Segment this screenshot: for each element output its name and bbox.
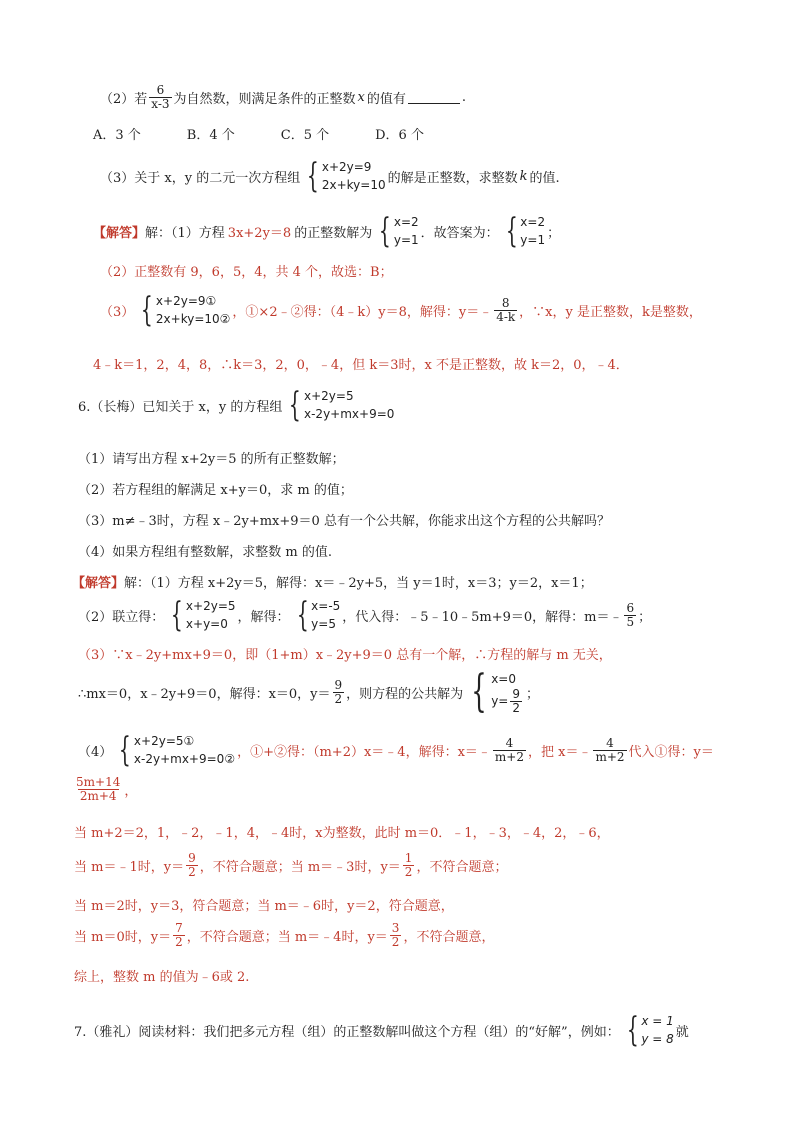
answer-6-case-3: 当 m＝0时，y＝ $\frac{7}{2}$ ，不符合题意；当 m＝﹣4时，y＝ $\frac{3}{2}$ ，不符合题意，: [74, 921, 495, 949]
question-7: 7.（雅礼）阅读材料：我们把多元方程（组）的正整数解叫做这个方程（组）的“好解”，例如： { x = 1 y = 8 就: [74, 1010, 689, 1050]
fraction: $\frac{8}{4-k}$: [496, 295, 516, 324]
solution-system: { x=0 y= $\frac{9}{2}$: [471, 666, 520, 718]
answer-6-case-2: 当 m＝2时，y＝3，符合题意；当 m＝﹣6时，y＝2，符合题意，: [74, 899, 454, 914]
answer-6-2: （2）联立得： { x+2y=5 x+y=0 ，解得： { x=-5 y=5 ，代入得：﹣5﹣10﹣5m+9＝0，解得：m＝﹣ $\frac{6}{5}$ ；: [78, 595, 652, 635]
answer-blank: [408, 91, 460, 104]
fraction: $\frac{6}{5}$: [626, 600, 635, 629]
answer-3-cont: 4﹣k＝1，2，4，8，∴k＝3，2，0，﹣4，但 k＝3时，x 不是正整数，故 k＝2，0，﹣4．: [93, 358, 629, 373]
answer-6-cases: 当 m+2＝2，1，﹣2，﹣1，4，﹣4时，x为整数，此时 m＝0．﹣1，﹣3，﹣4，2，﹣6，: [74, 826, 610, 841]
answer-3: （3） { x+2y=9① 2x+ky=10② ，①×2﹣②得：（4﹣k）y＝8，解得：y＝﹣ $\frac{8}{4-k}$ ，∵x，y 是正整数，k是整数，: [100, 290, 702, 330]
option-d: D．6 个: [375, 128, 424, 143]
question-3: （3）关于 x，y 的二元一次方程组 { x+2y=9 2x+ky=10 的解是正整数，求整数 k 的值.: [100, 156, 560, 196]
fraction: $\frac{6}{x-3}$: [151, 83, 170, 111]
question-6-item-1: （1）请写出方程 x+2y＝5 的所有正整数解；: [78, 452, 345, 467]
answer-tag: 【解答】: [93, 225, 146, 241]
answer-1: 【解答】 解：（1）方程 3x+2y＝8 的正整数解为 { x=2 y=1 ．故答案为： { x=2 y=1 ；: [93, 211, 561, 251]
example-system: { x = 1 y = 8: [626, 1010, 674, 1050]
answer-6-3-cont: ∴mx＝0，x﹣2y+9＝0，解得：x＝0，y＝ $\frac{9}{2}$ ，则方程的公共解为 { x=0 y= $\frac{9}{2}$ ；: [78, 666, 539, 718]
question-6-item-2: （2）若方程组的解满足 x+y＝0，求 m 的值；: [78, 483, 353, 498]
solution-system: { x=2 y=1: [379, 211, 419, 251]
question-6-item-3: （3）m≠﹣3时，方程 x﹣2y+mx+9＝0 总有一个公共解，你能求出这个方程的公共解吗？: [78, 514, 610, 529]
equation-system: { x+2y=5 x+y=0: [171, 595, 236, 635]
fraction: $\frac{4}{m+2}$: [595, 735, 625, 764]
equation-system: { x+2y=5① x-2y+mx+9=0②: [119, 730, 236, 770]
question-2-options: [93, 124, 470, 143]
answer-6-1: 【解答】 解：（1）方程 x+2y＝5，解得：x＝﹣2y+5，当 y＝1时，x＝3；y＝2，x＝1；: [72, 572, 593, 591]
option-a: A．3 个: [93, 128, 141, 143]
option-b: B．4 个: [186, 128, 235, 143]
answer-system: { x=2 y=1: [505, 211, 546, 251]
question-2: （2）若 $\frac{6}{x-3}$ 为自然数，则满足条件的正整数 x 的值有 .: [100, 83, 467, 111]
question-6: 6.（长梅）已知关于 x，y 的方程组 { x+2y=5 x-2y+mx+9=0: [78, 385, 395, 425]
answer-6-final: 综上，整数 m 的值为﹣6或 2.: [74, 970, 250, 985]
fraction: $\frac{5m+14}{2m+4}$: [76, 775, 121, 803]
equation-system: { x+2y=5 x-2y+mx+9=0: [289, 385, 395, 425]
question-6-item-4: （4）如果方程组有整数解，求整数 m 的值.: [78, 545, 332, 560]
solution-system: { x=-5 y=5: [296, 595, 341, 635]
answer-6-case-1: 当 m＝﹣1时，y＝ $\frac{9}{2}$ ，不符合题意；当 m＝﹣3时，y＝ $\frac{1}{2}$ ，不符合题意；: [74, 851, 508, 879]
equation-system: { x+2y=9① 2x+ky=10②: [141, 290, 231, 330]
option-c: C．5 个: [280, 128, 330, 143]
answer-tag: 【解答】: [72, 576, 125, 591]
answer-6-4: （4） { x+2y=5① x-2y+mx+9=0② ，①+②得：（m+2）x＝﹣4，解得：x＝﹣ $\frac{4}{m+2}$ ，把 x＝﹣ $\frac{4}{m+2}$ 代入①得：y＝: [78, 730, 714, 770]
answer-6-4-cont: $\frac{5m+14}{2m+4}$ ，: [76, 775, 138, 803]
answer-6-3: （3）∵x﹣2y+mx+9＝0，即（1+m）x﹣2y+9＝0 总有一个解，∴方程的解与 m 无关，: [78, 648, 612, 663]
equation-system: { x+2y=9 2x+ky=10: [307, 156, 386, 196]
answer-2: （2）正整数有 9，6，5，4，共 4 个，故选：B；: [100, 265, 393, 280]
fraction: $\frac{9}{2}$: [334, 678, 343, 706]
fraction: $\frac{4}{m+2}$: [494, 735, 524, 764]
